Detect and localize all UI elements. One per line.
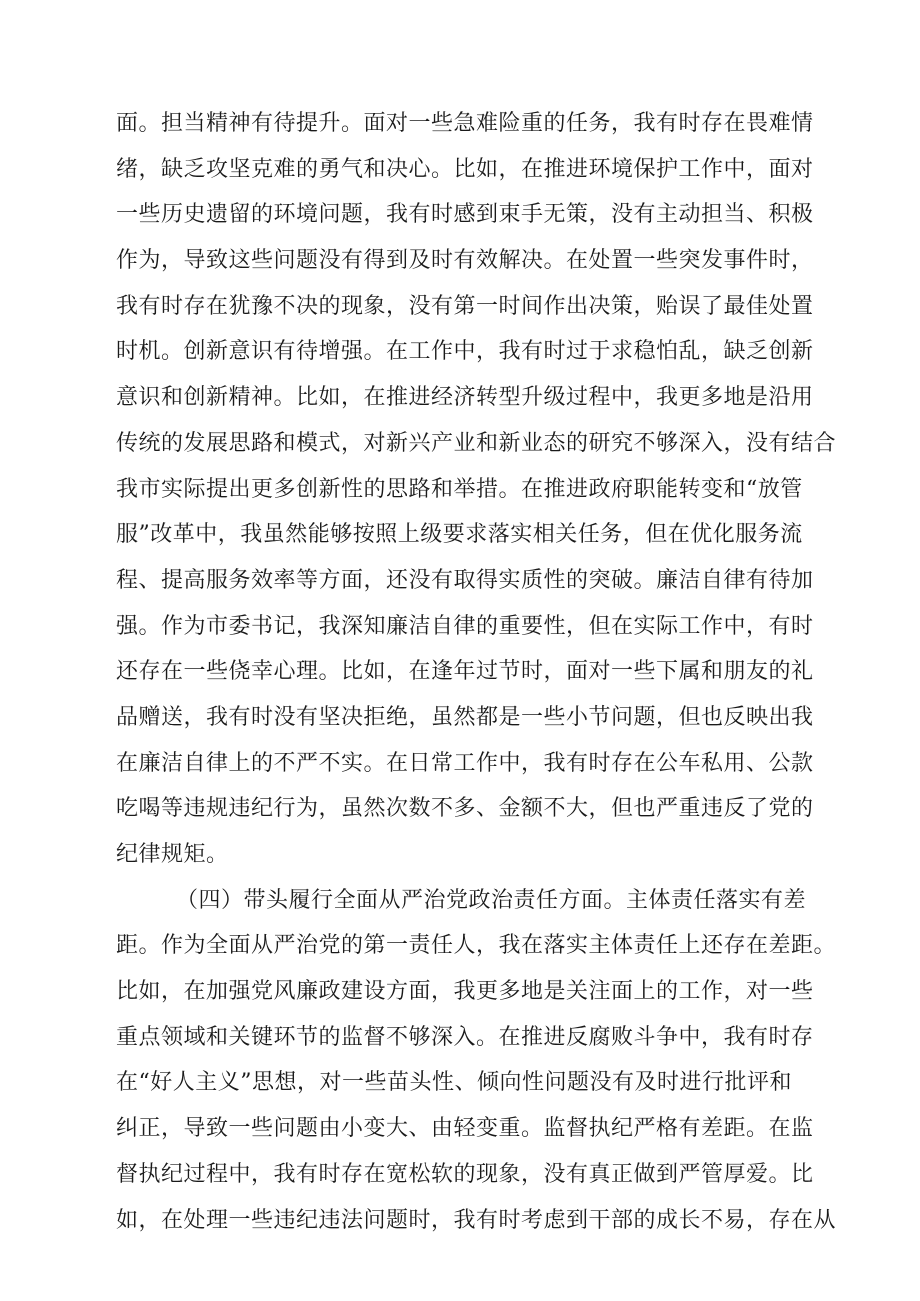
text-line: 距。作为全面从严治党的第一责任人，我在落实主体责任上还存在差距。	[116, 933, 836, 959]
text-line: 我有时存在犹豫不决的现象，没有第一时间作出决策，贻误了最佳处置	[116, 293, 814, 319]
text-line: 在廉洁自律上的不严不实。在日常工作中，我有时存在公车私用、公款	[116, 750, 814, 776]
text-line: 程、提高服务效率等方面，还没有取得实质性的突破。廉洁自律有待加	[116, 567, 814, 593]
paragraph-1	[116, 101, 836, 878]
text-line: 如，在处理一些违纪违法问题时，我有时考虑到干部的成长不易，存在从	[116, 1207, 836, 1233]
text-line: 服”改革中，我虽然能够按照上级要求落实相关任务，但在优化服务流	[116, 522, 803, 548]
text-line: 品赠送，我有时没有坚决拒绝，虽然都是一些小节问题，但也反映出我	[116, 704, 814, 730]
text-line: 绪，缺乏攻坚克难的勇气和决心。比如，在推进环境保护工作中，面对	[116, 156, 814, 182]
paragraph-2	[116, 878, 836, 1244]
text-line: 作为，导致这些问题没有得到及时有效解决。在处置一些突发事件时，	[116, 248, 814, 274]
text-line: 我市实际提出更多创新性的思路和举措。在推进政府职能转变和“放管	[116, 476, 803, 502]
text-line: 还存在一些侥幸心理。比如，在逢年过节时，面对一些下属和朋友的礼	[116, 659, 814, 685]
document-body	[116, 101, 836, 1243]
text-line: 面。担当精神有待提升。面对一些急难险重的任务，我有时存在畏难情	[116, 111, 814, 136]
text-line: 督执纪过程中，我有时存在宽松软的现象，没有真正做到严管厚爱。比	[116, 1161, 814, 1187]
text-line: 吃喝等违规违纪行为，虽然次数不多、金额不大，但也严重违反了党的	[116, 796, 814, 822]
text-line: 一些历史遗留的环境问题，我有时感到束手无策，没有主动担当、积极	[116, 202, 814, 228]
text-line: 意识和创新精神。比如，在推进经济转型升级过程中，我更多地是沿用	[116, 385, 814, 411]
text-line: 在“好人主义”思想，对一些苗头性、倾向性问题没有及时进行批评和	[116, 1070, 792, 1096]
text-line: 时机。创新意识有待增强。在工作中，我有时过于求稳怕乱，缺乏创新	[116, 339, 814, 365]
text-line: 传统的发展思路和模式，对新兴产业和新业态的研究不够深入，没有结合	[116, 430, 836, 456]
text-line: 纠正，导致一些问题由小变大、由轻变重。监督执纪严格有差距。在监	[116, 1116, 814, 1142]
text-line: 比如，在加强党风廉政建设方面，我更多地是关注面上的工作，对一些	[116, 979, 814, 1005]
text-line: （四）带头履行全面从严治党政治责任方面。主体责任落实有差	[176, 887, 807, 913]
text-line: 强。作为市委书记，我深知廉洁自律的重要性，但在实际工作中，有时	[116, 613, 814, 639]
text-line: 重点领域和关键环节的监督不够深入。在推进反腐败斗争中，我有时存	[116, 1024, 814, 1050]
text-line: 纪律规矩。	[116, 842, 229, 867]
